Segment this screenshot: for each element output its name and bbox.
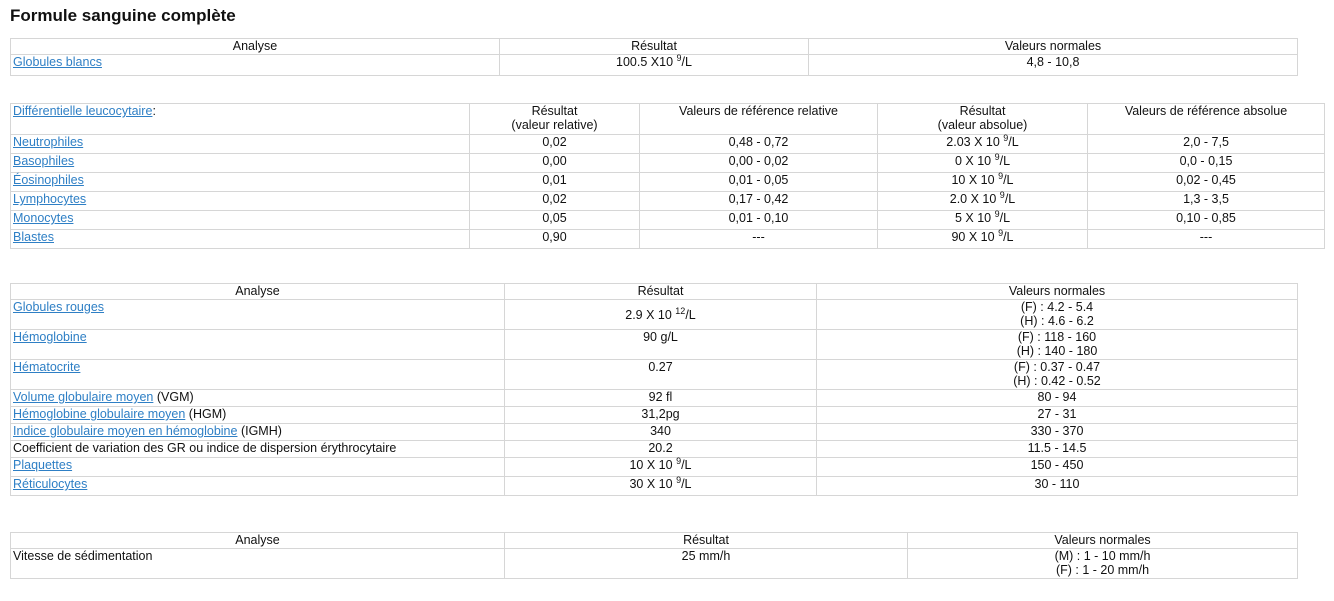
analysis-link-hemoglobine[interactable]: Hémoglobine [13,330,87,344]
column-header: Valeurs de référence relative [640,104,878,135]
table-row: Neutrophiles 0,02 0,48 - 0,72 2.03 X 10 $^9$/L 2,0 - 7,5 [11,135,1325,154]
analysis-link-blastes[interactable]: Blastes [13,230,54,244]
column-header: Valeurs normales [817,284,1298,300]
analysis-label-coefficient: Coefficient de variation des GR ou indice de dispersion érythrocytaire [11,441,505,458]
table-header-row [11,39,1298,55]
rbc-table [10,283,1298,496]
column-header: Résultat (valeur relative) [470,104,640,135]
analysis-link-hematocrite[interactable]: Hématocrite [13,360,81,374]
table-row: Réticulocytes 30 X 10 $^9$/L 30 - 110 [11,477,1298,496]
table-row: Indice globulaire moyen en hémoglobine (IGMH) 340 330 - 370 [11,424,1298,441]
analysis-link-lymphocytes[interactable]: Lymphocytes [13,192,87,206]
differential-header-cell: Différentielle leucocytaire: [11,104,470,135]
result-cell: 100.5 X10 $^9$/L [500,55,809,76]
table-row: Éosinophiles 0,01 0,01 - 0,05 10 X 10 $^9$/L 0,02 - 0,45 [11,173,1325,192]
normal-cell: 4,8 - 10,8 [809,55,1298,76]
analysis-link-eosinophiles[interactable]: Éosinophiles [13,173,84,187]
analysis-link-hgm[interactable]: Hémoglobine globulaire moyen [13,407,186,421]
table-row: Blastes 0,90 --- 90 X 10 $^9$/L --- [11,230,1325,249]
wbc-table [10,38,1298,76]
column-header: Analyse [11,284,505,300]
column-header: Résultat [505,533,908,549]
table-row: Vitesse de sédimentation 25 mm/h (M) : 1 - 10 mm/h (F) : 1 - 20 mm/h [11,549,1298,579]
table-row [11,55,1298,76]
esr-table [10,532,1298,579]
analysis-link-monocytes[interactable]: Monocytes [13,211,74,225]
table-header-row [11,104,1325,135]
column-header: Résultat (valeur absolue) [878,104,1088,135]
table-row: Hématocrite 0.27 (F) : 0.37 - 0.47 (H) : 0.42 - 0.52 [11,360,1298,390]
column-header: Valeurs normales [809,39,1298,55]
column-header: Valeurs normales [908,533,1298,549]
analysis-cell [11,55,500,76]
column-header: Résultat [500,39,809,55]
column-header: Analyse [11,39,500,55]
analysis-link-vgm[interactable]: Volume globulaire moyen [13,390,154,404]
table-row: Hémoglobine 90 g/L (F) : 118 - 160 (H) : 140 - 180 [11,330,1298,360]
analysis-link-basophiles[interactable]: Basophiles [13,154,75,168]
table-row: Coefficient de variation des GR ou indice de dispersion érythrocytaire 20.2 11.5 - 14.5 [11,441,1298,458]
table-header-row [11,284,1298,300]
table-row: Basophiles 0,00 0,00 - 0,02 0 X 10 $^9$/L 0,0 - 0,15 [11,154,1325,173]
column-header: Valeurs de référence absolue [1088,104,1325,135]
table-row: Monocytes 0,05 0,01 - 0,10 5 X 10 $^9$/L 0,10 - 0,85 [11,211,1325,230]
table-row: Globules rouges 2.9 X 10 $^{12}$/L (F) : 4.2 - 5.4 (H) : 4.6 - 6.2 [11,300,1298,330]
column-header: Résultat [505,284,817,300]
analysis-link-globules-rouges[interactable]: Globules rouges [13,300,105,314]
analysis-link-reticulocytes[interactable]: Réticulocytes [13,477,88,491]
differential-link[interactable]: Différentielle leucocytaire [13,104,153,118]
table-row: Volume globulaire moyen (VGM) 92 fl 80 - 94 [11,390,1298,407]
analysis-link-plaquettes[interactable]: Plaquettes [13,458,73,472]
analysis-link-globules-blancs[interactable]: Globules blancs [13,55,102,69]
column-header: Analyse [11,533,505,549]
table-row: Lymphocytes 0,02 0,17 - 0,42 2.0 X 10 $^9$/L 1,3 - 3,5 [11,192,1325,211]
table-header-row [11,533,1298,549]
table-row: Hémoglobine globulaire moyen (HGM) 31,2pg 27 - 31 [11,407,1298,424]
analysis-label-vs: Vitesse de sédimentation [11,549,505,579]
page-title: Formule sanguine complète [10,6,236,25]
analysis-link-igmh[interactable]: Indice globulaire moyen en hémoglobine [13,424,238,438]
analysis-link-neutrophiles[interactable]: Neutrophiles [13,135,84,149]
table-row: Plaquettes 10 X 10 $^9$/L 150 - 450 [11,458,1298,477]
differential-table [10,103,1325,249]
